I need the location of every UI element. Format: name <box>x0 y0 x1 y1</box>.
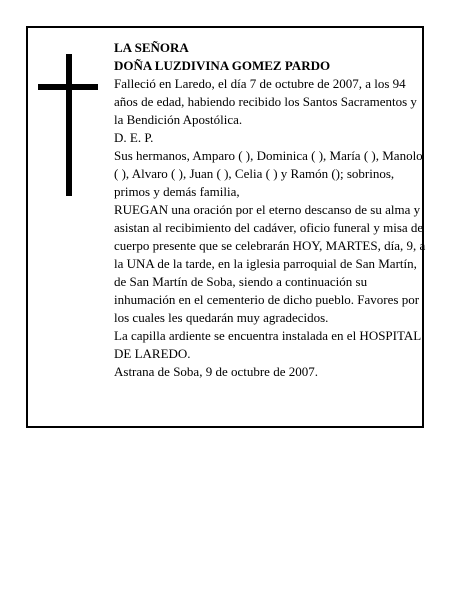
title-line-1: LA SEÑORA <box>114 40 189 55</box>
obituary-frame <box>26 26 424 428</box>
chapel-location: La capilla ardiente se encuentra instalada en el HOSPITAL DE LAREDO. <box>114 328 421 361</box>
cross-icon-bar <box>38 84 98 90</box>
funeral-request: RUEGAN una oración por el eterno descanso de su alma y asistan al recibimiento del cadáver, oficio funeral y misa de cuerpo presente que se celebrarán HOY, MARTES, día, 9, a la UNA de la tarde, en la iglesia parroquial de San Martín, de San Martín de Soba, siendo a continuación su inhumación en el cementerio de dicho pueblo. Favores por los cuales les quedarán muy agradecidos. <box>114 202 426 325</box>
family-list: Sus hermanos, Amparo ( ), Dominica ( ), María ( ), Manolo ( ), Alvaro ( ), Juan ( ), Celia ( ) y Ramón (); sobrinos, primos y demás familia, <box>114 148 423 199</box>
deceased-name: DOÑA LUZDIVINA GOMEZ PARDO <box>114 58 331 73</box>
rip-line: D. E. P. <box>114 130 154 145</box>
cross-icon <box>66 54 72 196</box>
place-date: Astrana de Soba, 9 de octubre de 2007. <box>114 364 318 379</box>
death-announcement: Falleció en Laredo, el día 7 de octubre de 2007, a los 94 años de edad, habiendo recibido los Santos Sacramentos y la Bendición Apostólica. <box>114 76 417 127</box>
obituary-text <box>114 39 426 381</box>
